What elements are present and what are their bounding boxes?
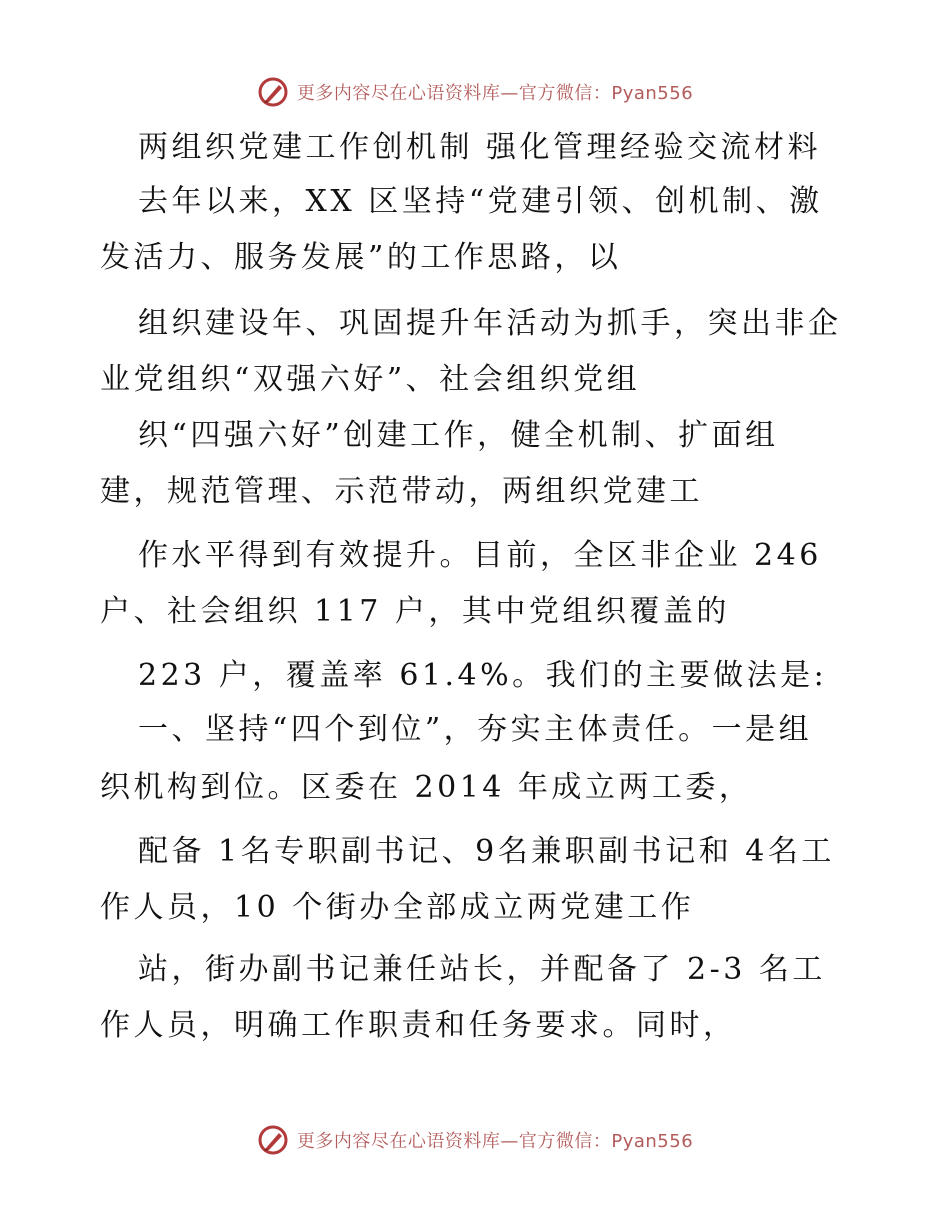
pen-in-circle-logo-icon [257,1124,289,1156]
paragraph-line: 户、社会组织 117 户，其中党组织覆盖的 [100,594,730,629]
footer-watermark [0,1120,950,1160]
pen-in-circle-logo-icon [257,76,289,108]
document-title: 两组织党建工作创机制 强化管理经验交流材料 [138,130,822,165]
watermark-text: 更多内容尽在心语资料库—官方微信：Pyan556 [296,83,694,104]
header-watermark [0,72,950,112]
paragraph-line: 站，街办副书记兼任站长，并配备了 2-3 名工 [138,952,826,987]
paragraph-line: 作水平得到有效提升。目前，全区非企业 246 [138,538,822,573]
paragraph-line: 建，规范管理、示范带动，两组织党建工 [100,474,703,509]
paragraph-line: 发活力、服务发展”的工作思路，以 [100,240,622,275]
section-heading-line: 一、坚持“四个到位”，夯实主体责任。一是组 [138,712,813,747]
paragraph-line: 组织建设年、巩固提升年活动为抓手，突出非企 [138,306,842,341]
paragraph-line: 作人员，10 个街办全部成立两党建工作 [100,890,695,925]
paragraph-line: 织机构到位。区委在 2014 年成立两工委， [100,770,753,805]
paragraph-line: 作人员，明确工作职责和任务要求。同时， [100,1008,737,1043]
watermark-text: 更多内容尽在心语资料库—官方微信：Pyan556 [296,1131,694,1152]
paragraph-line: 业党组织“双强六好”、社会组织党组 [100,362,641,397]
paragraph-line: 织“四强六好”创建工作，健全机制、扩面组 [138,418,779,453]
paragraph-line: 去年以来，XX 区坚持“党建引领、创机制、激 [138,184,823,219]
paragraph-line: 配备 1名专职副书记、9名兼职副书记和 4名工 [138,834,835,869]
paragraph-line: 223 户，覆盖率 61.4%。我们的主要做法是: [138,658,828,693]
